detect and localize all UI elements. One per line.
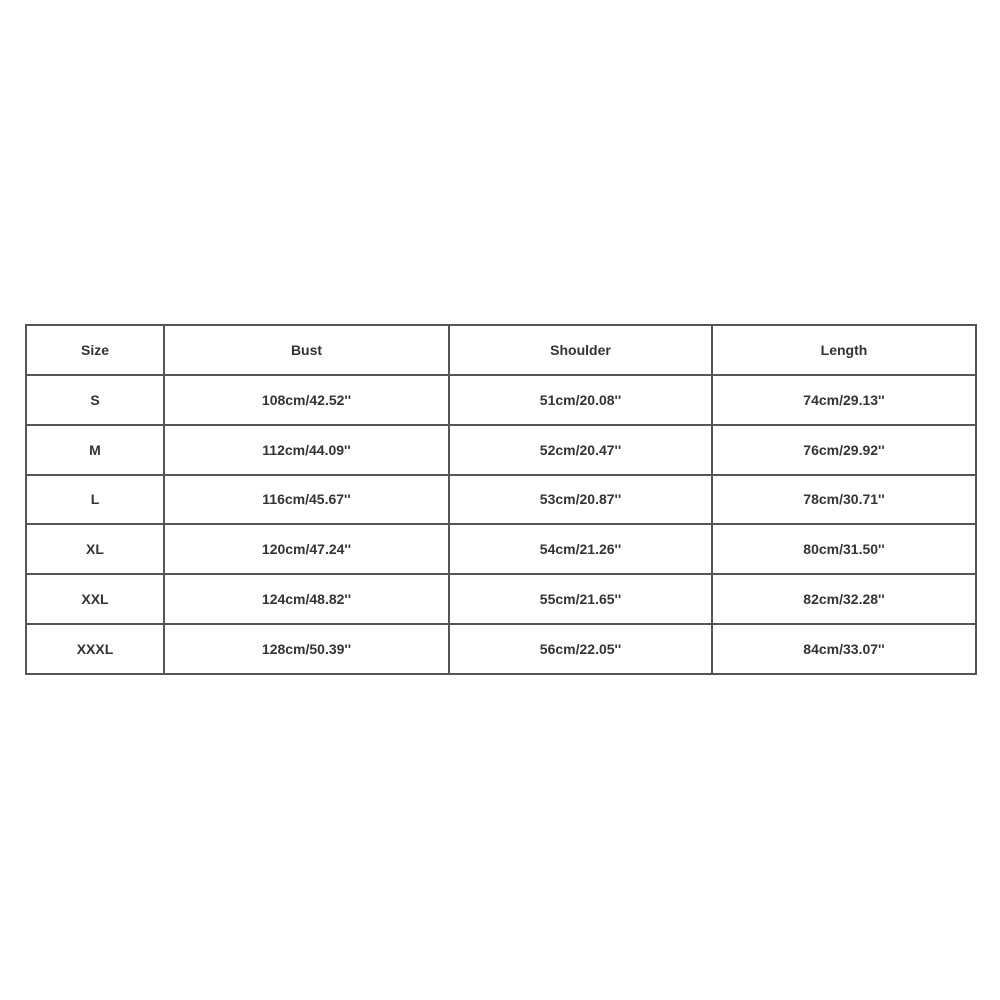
cell-bust: 108cm/42.52'' bbox=[164, 375, 449, 425]
cell-length: 78cm/30.71'' bbox=[712, 475, 976, 525]
table-row bbox=[26, 375, 976, 425]
cell-length: 82cm/32.28'' bbox=[712, 574, 976, 624]
size-chart-table bbox=[25, 324, 977, 675]
cell-bust: 124cm/48.82'' bbox=[164, 574, 449, 624]
table-row bbox=[26, 475, 976, 525]
cell-length: 74cm/29.13'' bbox=[712, 375, 976, 425]
table-row bbox=[26, 524, 976, 574]
header-length: Length bbox=[712, 325, 976, 375]
table-row bbox=[26, 425, 976, 475]
header-shoulder: Shoulder bbox=[449, 325, 712, 375]
cell-shoulder: 52cm/20.47'' bbox=[449, 425, 712, 475]
cell-length: 80cm/31.50'' bbox=[712, 524, 976, 574]
table-row bbox=[26, 624, 976, 674]
cell-length: 84cm/33.07'' bbox=[712, 624, 976, 674]
cell-size: XXXL bbox=[26, 624, 164, 674]
cell-shoulder: 54cm/21.26'' bbox=[449, 524, 712, 574]
cell-size: XXL bbox=[26, 574, 164, 624]
cell-shoulder: 56cm/22.05'' bbox=[449, 624, 712, 674]
header-size: Size bbox=[26, 325, 164, 375]
cell-shoulder: 53cm/20.87'' bbox=[449, 475, 712, 525]
cell-shoulder: 51cm/20.08'' bbox=[449, 375, 712, 425]
cell-bust: 128cm/50.39'' bbox=[164, 624, 449, 674]
cell-bust: 116cm/45.67'' bbox=[164, 475, 449, 525]
cell-length: 76cm/29.92'' bbox=[712, 425, 976, 475]
cell-shoulder: 55cm/21.65'' bbox=[449, 574, 712, 624]
cell-size: S bbox=[26, 375, 164, 425]
header-bust: Bust bbox=[164, 325, 449, 375]
cell-size: L bbox=[26, 475, 164, 525]
cell-size: XL bbox=[26, 524, 164, 574]
table-header-row bbox=[26, 325, 976, 375]
cell-bust: 120cm/47.24'' bbox=[164, 524, 449, 574]
cell-bust: 112cm/44.09'' bbox=[164, 425, 449, 475]
cell-size: M bbox=[26, 425, 164, 475]
table-row bbox=[26, 574, 976, 624]
